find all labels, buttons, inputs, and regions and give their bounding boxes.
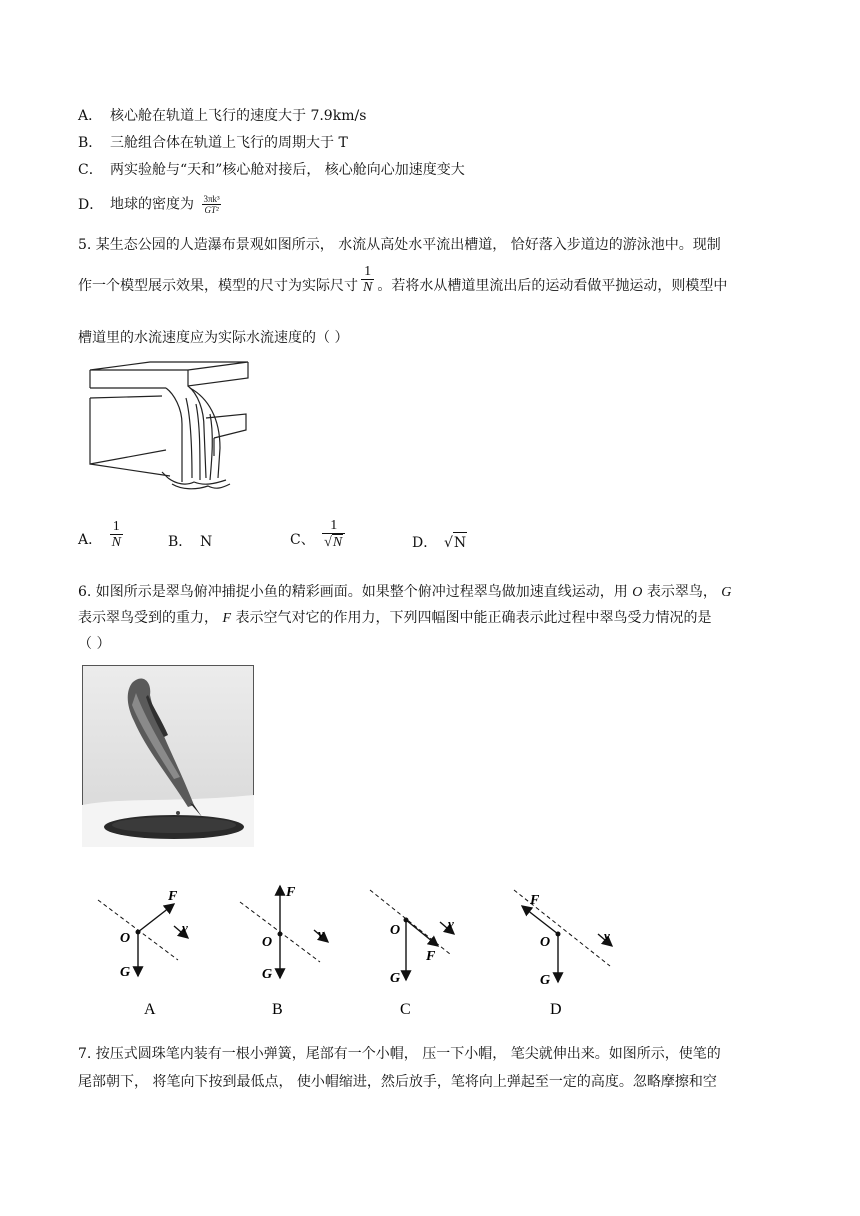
option-fraction <box>110 519 123 550</box>
label-f: F <box>426 949 436 964</box>
diagram-letter-d: D <box>550 1001 562 1018</box>
label-v: v <box>182 920 188 935</box>
fraction-denominator: GT² <box>204 205 219 215</box>
label-f: F <box>286 885 296 900</box>
fraction-numerator: 1 <box>364 263 372 279</box>
label-g: G <box>262 967 273 982</box>
q6-text: 6. 如图所示是翠鸟俯冲捕捉小鱼的精彩画面。如果整个俯冲过程翠鸟做加速直线运动，用 <box>78 584 628 600</box>
q4-option-d <box>78 194 225 215</box>
q5-option-d <box>412 532 467 553</box>
q4-option-a <box>78 106 366 126</box>
q5-text: 作一个模型展示效果，模型的尺寸为实际尺寸 <box>78 278 358 294</box>
q5-text-line-2 <box>78 263 728 296</box>
q5-text-line-3: 槽道里的水流速度应为实际水流速度的（ ） <box>78 330 349 346</box>
option-letter: B． <box>168 534 193 550</box>
option-text: 地球的密度为 <box>110 196 194 213</box>
label-o: O <box>120 931 131 946</box>
label-g: G <box>120 965 131 980</box>
q5-option-c <box>290 518 348 550</box>
label-o: O <box>390 923 401 938</box>
force-diagrams <box>90 880 620 1020</box>
fraction-denominator: N <box>363 279 373 295</box>
diagram-letter-b: B <box>272 1001 283 1018</box>
label-v: v <box>604 928 610 943</box>
diagram-b <box>240 885 328 1018</box>
kingfisher-photo <box>82 665 254 847</box>
option-letter: A． <box>78 532 103 548</box>
label-g: G <box>540 973 551 988</box>
q6-text: 表示翠鸟， <box>646 584 717 600</box>
q5-text: 。若将水从槽道里流出后的运动看做平抛运动，则模型中 <box>377 278 728 294</box>
fraction-denominator: N <box>111 534 121 550</box>
q6-text: 表示翠鸟受到的重力， <box>78 610 218 626</box>
option-letter: D． <box>78 196 104 213</box>
label-f: F <box>530 893 540 908</box>
label-o: O <box>540 935 551 950</box>
scale-fraction <box>361 264 374 295</box>
diagram-a <box>98 889 188 1018</box>
option-fraction <box>322 518 345 550</box>
option-letter: A． <box>78 108 103 124</box>
option-text: 两实验舱与“天和”核心舱对接后， 核心舱向心加速度变大 <box>110 162 465 178</box>
diagram-letter-a: A <box>144 1001 156 1018</box>
q7-text-line-1: 7. 按压式圆珠笔内装有一根小弹簧，尾部有一个小帽， 压一下小帽， 笔尖就伸出来。如图所示，使笔的 <box>78 1046 721 1062</box>
fraction-numerator: 1 <box>330 518 338 533</box>
waterfall-figure <box>86 358 256 498</box>
option-text: N <box>200 534 213 550</box>
symbol-o: O <box>632 585 643 600</box>
fraction-numerator: 3πk³ <box>203 194 220 204</box>
q4-option-b <box>78 133 348 153</box>
sqrt-radicand: N <box>453 532 467 553</box>
q6-text-line-2 <box>78 608 711 629</box>
sqrt-radicand: N <box>332 535 343 550</box>
label-v: v <box>318 926 324 941</box>
option-letter: B． <box>78 135 103 151</box>
symbol-g: G <box>721 585 732 600</box>
label-o: O <box>262 935 273 950</box>
sqrt-sign: √ <box>444 535 453 551</box>
q5-option-b <box>168 532 212 552</box>
diagram-c <box>370 890 454 1018</box>
option-letter: D． <box>412 535 438 551</box>
option-letter: C、 <box>290 532 315 548</box>
option-text: 核心舱在轨道上飞行的速度大于 7.9km/s <box>110 108 367 124</box>
label-g: G <box>390 971 401 986</box>
fraction-denominator: √N <box>322 533 345 550</box>
label-v: v <box>448 916 454 931</box>
q7-text-line-2: 尾部朝下， 将笔向下按到最低点， 使小帽缩进，然后放手，笔将向上弹起至一定的高度。忽略摩擦和空 <box>78 1074 717 1090</box>
q5-option-a <box>78 518 126 550</box>
diagram-letter-c: C <box>400 1001 411 1018</box>
symbol-f: F <box>222 611 232 626</box>
q5-text-line-1: 5. 某生态公园的人造瀑布景观如图所示， 水流从高处水平流出槽道， 恰好落入步道边的游泳池中。现制 <box>78 237 721 253</box>
q6-text: 表示空气对它的作用力，下列四幅图中能正确表示此过程中翠鸟受力情况的是 <box>235 610 712 626</box>
q6-text-line-3: （ ） <box>78 636 111 652</box>
q6-text-line-1 <box>78 582 731 603</box>
option-letter: C． <box>78 162 103 178</box>
q4-option-c <box>78 160 465 180</box>
density-fraction <box>201 194 221 215</box>
fraction-numerator: 1 <box>112 518 120 534</box>
diagram-d <box>514 890 612 1018</box>
label-f: F <box>168 889 178 904</box>
option-text: 三舱组合体在轨道上飞行的周期大于 T <box>110 135 348 151</box>
